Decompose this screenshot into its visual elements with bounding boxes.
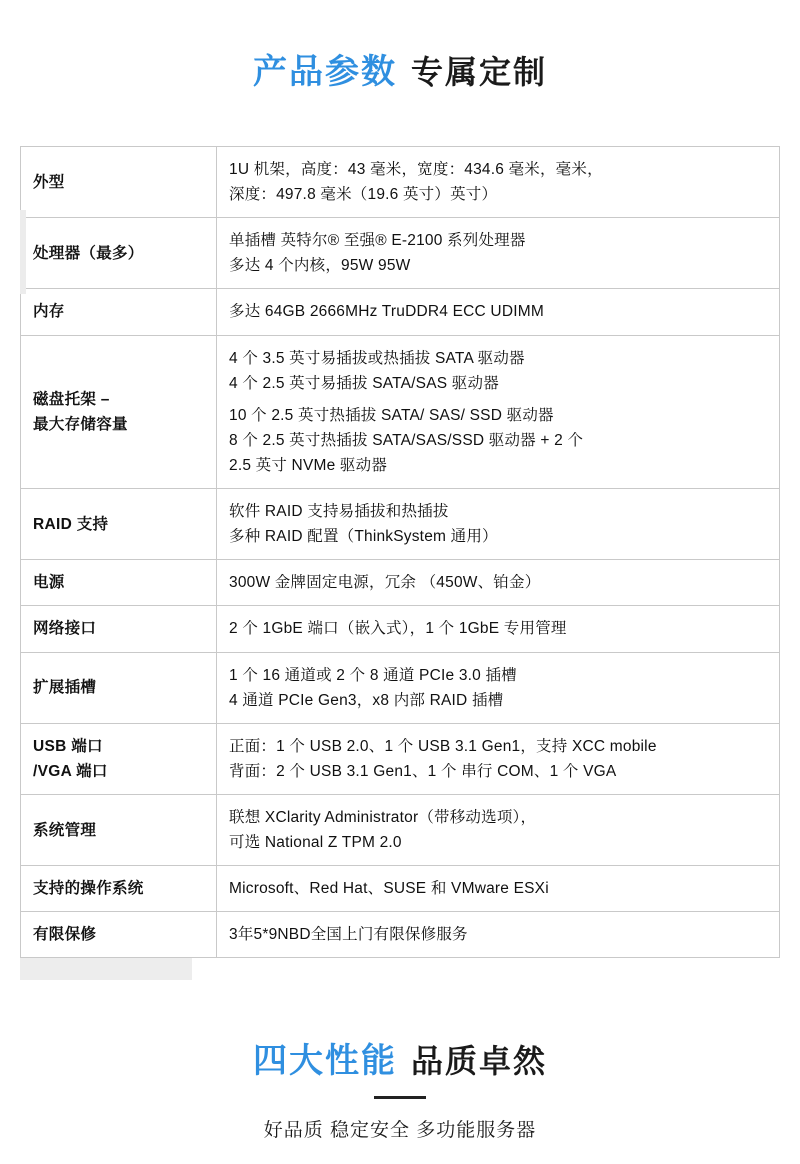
spec-label-line: 网络接口: [33, 620, 97, 638]
spec-value-cell: [217, 560, 780, 606]
spec-value-line: 软件 RAID 支持易插拔和热插拔: [229, 503, 449, 521]
spec-value-line: 多种 RAID 配置（ThinkSystem 通用）: [229, 528, 498, 546]
spec-value-cell: [217, 606, 780, 652]
table-row: [21, 652, 780, 723]
spec-value-line: 10 个 2.5 英寸热插拔 SATA/ SAS/ SSD 驱动器: [229, 406, 554, 424]
spec-value-line: 1U 机架，高度：43 毫米，宽度：434.6 毫米，毫米，: [229, 161, 603, 178]
title-divider: [374, 1096, 426, 1099]
spec-value-line: 正面：1 个 USB 2.0、1 个 USB 3.1 Gen1，支持 XCC mobile: [229, 737, 657, 755]
spec-label-cell: [21, 606, 217, 652]
table-row: [21, 289, 780, 335]
page-title-blue: 产品参数: [252, 53, 397, 91]
spec-value-line: 可选 National Z TPM 2.0: [229, 834, 402, 852]
spec-value-line: 3年5*9NBD全国上门有限保修服务: [229, 926, 468, 944]
bottom-title-blue: 四大性能: [252, 1042, 397, 1080]
spec-label-cell: [21, 723, 217, 794]
table-row: [21, 912, 780, 958]
bottom-title: [0, 1033, 800, 1082]
page-title: [0, 0, 800, 93]
spec-value-line: 2.5 英寸 NVMe 驱动器: [229, 456, 388, 474]
spec-value-cell: [217, 489, 780, 560]
spec-value-cell: [217, 218, 780, 289]
spec-value-cell: [217, 652, 780, 723]
spec-value-cell: [217, 335, 780, 489]
spec-value-cell: [217, 723, 780, 794]
table-row: [21, 606, 780, 652]
spec-table-container: [20, 146, 780, 958]
table-row: [21, 489, 780, 560]
spec-value-cell: [217, 147, 780, 218]
spec-label-line: 电源: [33, 574, 65, 592]
bottom-subtitle: 好品质 稳定安全 多功能服务器: [263, 1120, 537, 1141]
spec-label-cell: [21, 335, 217, 489]
spec-value-line: 联想 XClarity Administrator（带移动选项），: [229, 808, 537, 826]
spec-value-line: 300W 金牌固定电源，冗余 （450W、铂金）: [229, 574, 541, 592]
spec-label-cell: [21, 489, 217, 560]
spec-table-body: [21, 147, 780, 958]
table-row: [21, 866, 780, 912]
spec-label-line: USB 端口: [33, 737, 103, 755]
bottom-title-dark: 品质卓然: [410, 1043, 547, 1079]
spec-value-line: 深度：497.8 毫米（19.6 英寸）英寸）: [229, 186, 498, 204]
spec-value-line: 多达 64GB 2666MHz TruDDR4 ECC UDIMM: [229, 303, 544, 321]
spec-label-line: RAID 支持: [33, 515, 109, 533]
spacer: [229, 396, 771, 403]
spec-label-line: 处理器（最多）: [33, 244, 144, 262]
table-row: [21, 335, 780, 489]
spec-value-line: 4 个 2.5 英寸易插拔 SATA/SAS 驱动器: [229, 374, 499, 392]
spec-value-cell: [217, 912, 780, 958]
spec-label-cell: [21, 218, 217, 289]
spec-label-cell: [21, 794, 217, 865]
spec-label-line: 系统管理: [33, 821, 97, 839]
page-title-dark: 专属定制: [410, 54, 547, 90]
table-row: [21, 147, 780, 218]
spec-value-line: 4 通道 PCIe Gen3，x8 内部 RAID 插槽: [229, 691, 504, 709]
spec-value-line: 4 个 3.5 英寸易插拔或热插拔 SATA 驱动器: [229, 349, 525, 367]
table-row: [21, 794, 780, 865]
spec-label-cell: [21, 289, 217, 335]
spec-label-line: /VGA 端口: [33, 762, 108, 780]
spec-label-line: 外型: [33, 173, 65, 191]
spec-value-cell: [217, 866, 780, 912]
spec-value-line: 多达 4 个内核，95W 95W: [229, 257, 411, 275]
spec-value-line: 8 个 2.5 英寸热插拔 SATA/SAS/SSD 驱动器 + 2 个: [229, 431, 584, 449]
spec-label-line: 内存: [33, 303, 65, 321]
spec-value-cell: [217, 289, 780, 335]
table-row: [21, 723, 780, 794]
table-row: [21, 560, 780, 606]
spec-label-line: 最大存储容量: [33, 415, 128, 433]
spec-label-cell: [21, 147, 217, 218]
spec-value-line: 1 个 16 通道或 2 个 8 通道 PCIe 3.0 插槽: [229, 666, 517, 684]
spec-label-cell: [21, 560, 217, 606]
spec-value-line: 单插槽 英特尔® 至强® E-2100 系列处理器: [229, 232, 526, 250]
spec-label-line: 扩展插槽: [33, 679, 97, 697]
spec-value-line: Microsoft、Red Hat、SUSE 和 VMware ESXi: [229, 880, 549, 898]
spec-value-cell: [217, 794, 780, 865]
spec-label-line: 磁盘托架 –: [33, 390, 110, 408]
spec-label-cell: [21, 866, 217, 912]
spec-label-line: 有限保修: [33, 926, 97, 944]
spec-label-cell: [21, 652, 217, 723]
bottom-section: [0, 1033, 800, 1142]
spec-label-cell: [21, 912, 217, 958]
table-row: [21, 218, 780, 289]
spec-value-line: 背面：2 个 USB 3.1 Gen1、1 个 串行 COM、1 个 VGA: [229, 762, 617, 780]
spec-label-line: 支持的操作系统: [33, 880, 144, 898]
spec-value-line: 2 个 1GbE 端口（嵌入式），1 个 1GbE 专用管理: [229, 620, 567, 638]
spec-table: [20, 146, 780, 958]
